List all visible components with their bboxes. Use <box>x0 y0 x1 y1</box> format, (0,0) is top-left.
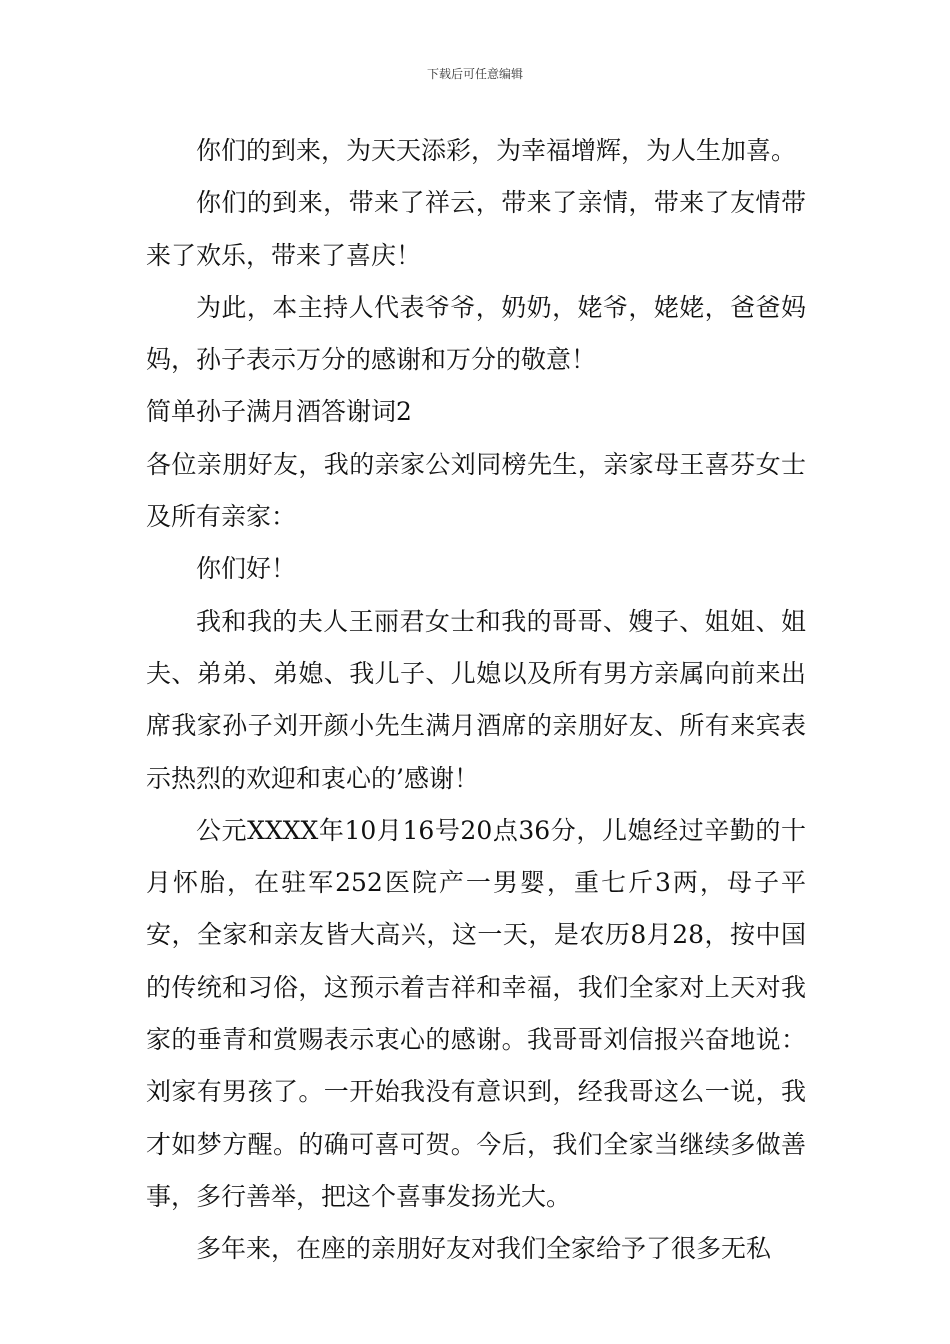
paragraph-thanks: 我和我的夫人王丽君女士和我的哥哥、嫂子、姐姐、姐夫、弟弟、弟媳、我儿子、儿媳以及所有男方亲属向前来出席我家孙子刘开颜小先生满月酒席的亲朋好友、所有来宾表示热烈的欢迎和衷心的’感谢！ <box>146 606 806 793</box>
document-body <box>146 125 806 1276</box>
salutation: 各位亲朋好友，我的亲家公刘同榜先生，亲家母王喜芬女士及所有亲家： <box>146 449 806 532</box>
greeting: 你们好！ <box>196 554 297 584</box>
paragraph-3: 为此，本主持人代表爷爷，奶奶，姥爷，姥姥，爸爸妈妈，孙子表示万分的感谢和万分的敬意！ <box>146 292 806 375</box>
paragraph-1: 你们的到来，为天天添彩，为幸福增辉，为人生加喜。 <box>196 136 797 165</box>
page-header-note: 下载后可任意编辑 <box>426 67 523 81</box>
section-heading: 简单孙子满月酒答谢词2 <box>146 397 412 427</box>
paragraph-2: 你们的到来，带来了祥云，带来了亲情，带来了友情带来了欢乐，带来了喜庆！ <box>146 188 806 270</box>
paragraph-closing: 多年来，在座的亲朋好友对我们全家给予了很多无私 <box>196 1234 772 1264</box>
paragraph-birth: 公元XXXX年10月16号20点36分，儿媳经过辛勤的十月怀胎，在驻军252医院产一男婴，重七斤3两，母子平安，全家和亲友皆大高兴，这一天，是农历8月28，按中国的传统和习俗，这预示着吉祥和幸福，我们全家对上天对我家的垂青和赏赐表示衷心的感谢。我哥哥刘信报兴奋地说：刘家有男孩了。一开始我没有意识到，经我哥这么一说，我才如梦方醒。的确可喜可贺。今后，我们全家当继续多做善事，多行善举，把这个喜事发扬光大。 <box>146 815 806 1211</box>
